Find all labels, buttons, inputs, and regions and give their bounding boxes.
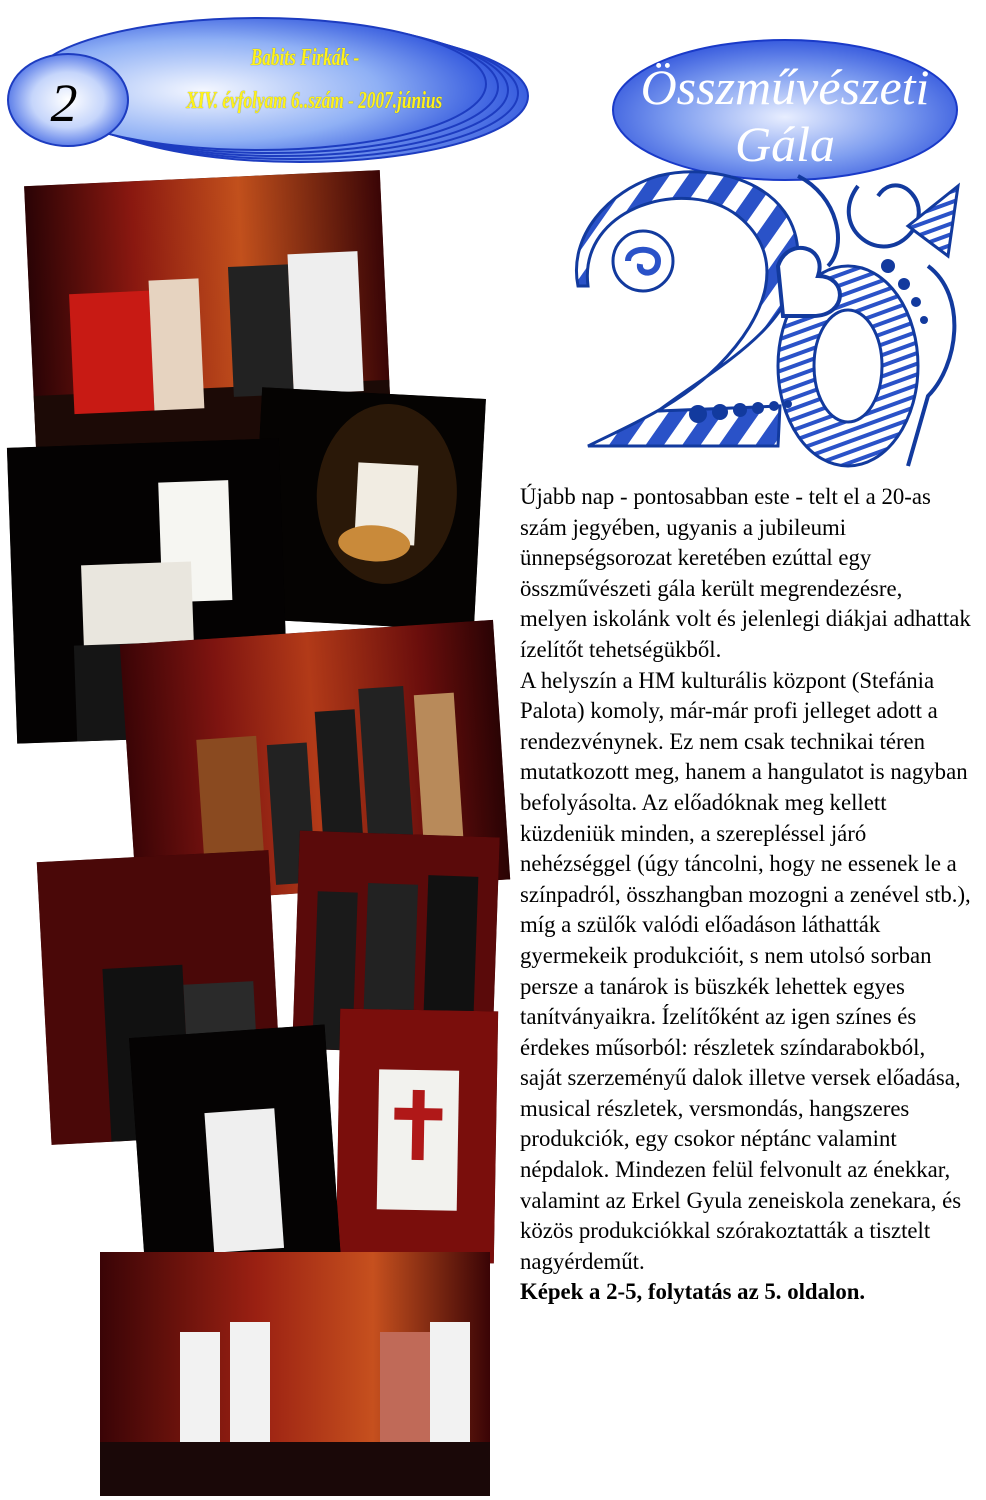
photo-caption: Képek a 2-5, folytatás az 5. oldalon. — [520, 1279, 866, 1305]
anniversary-20-ornament — [548, 166, 968, 476]
stage-photo-guitarist — [250, 387, 486, 630]
article-paragraph-1: Újabb nap - pontosabban este - telt el a 20-as szám jegyében, ugyanis a jubileumi ünnepségsorozat keretében ezúttal egy összművészeti gála került megrendezésre, melyen iskolánk volt és jelenlegi diákjai adhattak ízelítőt tehetségükből. — [520, 484, 971, 662]
publication-issue: XIV. évfolyam 6..szám - 2007.június — [186, 88, 443, 114]
publication-name: Babits Firkák - — [250, 45, 360, 71]
stage-photo-knight-costume — [336, 1009, 498, 1264]
article-title-line2: Gála — [735, 116, 835, 172]
article-paragraph-2: A helyszín a HM kulturális központ (Stefánia Palota) komoly, már-már profi jelleget adott a rendezvénynek. Ez nem csak technikai téren mutatkozott meg, hanem a hangulatot is nagyban befolyásolta. Az előadóknak meg kellett küzdeniük minden, a szerepléssel járó nehézséggel (úgy táncolni, hogy ne essenek le a színpadról, összhangban mozogni a zenével stb.), míg a szülők valódi előadáson láthatták gyermekeik produkcióit, s nem utolsó sorban persze a tanárok is büszkék lehettek egyes tanítványaikra. Ízelítőként az igen színes és érdekes műsorból: részletek színdarabokból, saját szerzeményű dalok illetve versek előadása, musical részletek, versmondás, hangszeres produkciók, egy csokor néptánc valamint népdalok. Mindezen felül felvonult az énekkar, valamint az Erkel Gyula zeneiskola zenekara, és közös produkciókkal szórakoztatták a tisztelt nagyérdeműt. — [520, 667, 971, 1274]
article-title-line1: Összművészeti — [640, 59, 930, 115]
article-body — [520, 482, 972, 1308]
stage-photo-folk-dance — [100, 1252, 490, 1496]
page-number: 2 — [50, 73, 78, 133]
